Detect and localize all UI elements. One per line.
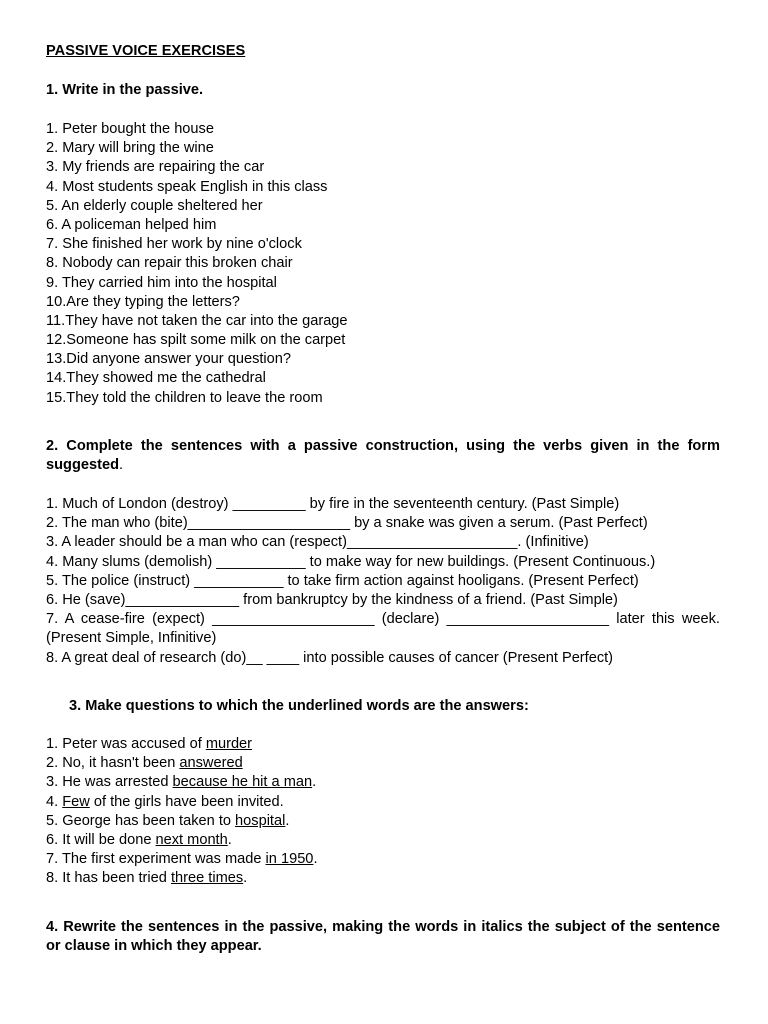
underlined-answer: in 1950 xyxy=(265,851,314,868)
question-text-end: of the girls have been invited. xyxy=(89,793,284,810)
question-text: 1. Peter was accused of xyxy=(46,736,206,752)
question-text-end: . xyxy=(227,831,232,848)
question-text: 4. xyxy=(46,793,63,810)
list-item: 5. An elderly couple sheltered her xyxy=(46,197,263,214)
section-2-heading-text: 2. Complete the sentences with a passive construction, using the verbs given in the form suggested xyxy=(46,438,720,473)
list-item: 1. Much of London (destroy) _________ by fire in the seventeenth century. (Past Simple) xyxy=(46,496,620,512)
question-text-end: . xyxy=(243,870,248,887)
question-text: 2. No, it hasn't been xyxy=(46,755,180,772)
list-item: 13.Did anyone answer your question? xyxy=(46,351,292,368)
list-item: 9. They carried him into the hospital xyxy=(46,274,277,291)
list-item xyxy=(46,869,318,888)
list-item: 6. He (save)______________ from bankruptcy by the kindness of a friend. (Past Simple) xyxy=(46,591,618,608)
section-2-heading-period: . xyxy=(118,457,124,473)
question-text-end: . xyxy=(285,812,290,829)
list-item: 10.Are they typing the letters? xyxy=(46,293,240,310)
list-item: 14.They showed me the cathedral xyxy=(46,370,266,387)
list-item xyxy=(46,793,318,812)
underlined-answer: Few xyxy=(62,793,90,810)
list-item xyxy=(46,735,318,754)
list-item: 12.Someone has spilt some milk on the carpet xyxy=(46,332,346,349)
list-item xyxy=(46,850,318,869)
list-item: 4. Many slums (demolish) ___________ to make way for new buildings. (Present Continuous.) xyxy=(46,553,656,570)
underlined-answer: murder xyxy=(205,736,253,752)
underlined-answer: because he hit a man xyxy=(172,774,313,791)
underlined-answer: answered xyxy=(179,755,243,772)
page-title: PASSIVE VOICE EXERCISES xyxy=(46,43,246,59)
underlined-answer: hospital xyxy=(235,812,286,829)
list-item: 15.They told the children to leave the room xyxy=(46,389,323,406)
section-3-list xyxy=(46,735,318,889)
list-item: 8. Nobody can repair this broken chair xyxy=(46,255,293,272)
section-4-heading: 4. Rewrite the sentences in the passive, making the words in italics the subject of the sentence or clause in which they appear. xyxy=(46,919,720,954)
list-item xyxy=(46,812,318,831)
section-1-list xyxy=(46,120,348,408)
list-item: 3. A leader should be a man who can (respect)_____________________. (Infinitive) xyxy=(46,534,589,551)
list-item: 7. A cease-fire (expect) ____________________ (declare) ____________________ later this week. (Present Simple, Infinitive) xyxy=(46,611,720,647)
list-item: 7. She finished her work by nine o'clock xyxy=(46,236,302,253)
question-text: 3. He was arrested xyxy=(46,774,173,791)
section-2-list xyxy=(46,495,655,610)
list-item xyxy=(46,773,318,792)
list-item: 1. Peter bought the house xyxy=(46,121,214,137)
section-1-heading: 1. Write in the passive. xyxy=(46,82,204,98)
underlined-answer: three times xyxy=(170,870,244,887)
list-item: 3. My friends are repairing the car xyxy=(46,159,265,176)
list-item xyxy=(46,754,318,773)
list-item: 11.They have not taken the car into the garage xyxy=(46,312,348,329)
question-text: 5. George has been taken to xyxy=(46,812,236,829)
question-text: 8. It has been tried xyxy=(46,870,171,887)
list-item: 2. The man who (bite)____________________ by a snake was given a serum. (Past Perfect) xyxy=(46,515,648,532)
question-text: 6. It will be done xyxy=(46,831,156,848)
list-item xyxy=(46,831,318,850)
list-item: 8. A great deal of research (do)__ ____ into possible causes of cancer (Present Perfect) xyxy=(46,650,614,666)
list-item: 5. The police (instruct) ___________ to take firm action against hooligans. (Present Perfect) xyxy=(46,572,639,589)
question-text: 7. The first experiment was made xyxy=(46,851,266,868)
section-2-heading xyxy=(46,437,720,475)
list-item: 6. A policeman helped him xyxy=(46,216,217,233)
list-item: 4. Most students speak English in this class xyxy=(46,178,328,195)
question-text-end: . xyxy=(312,774,317,791)
question-text-end: . xyxy=(313,851,318,868)
section-3-heading: 3. Make questions to which the underlined words are the answers: xyxy=(69,698,529,714)
underlined-answer: next month xyxy=(155,831,228,848)
list-item: 2. Mary will bring the wine xyxy=(46,140,214,157)
